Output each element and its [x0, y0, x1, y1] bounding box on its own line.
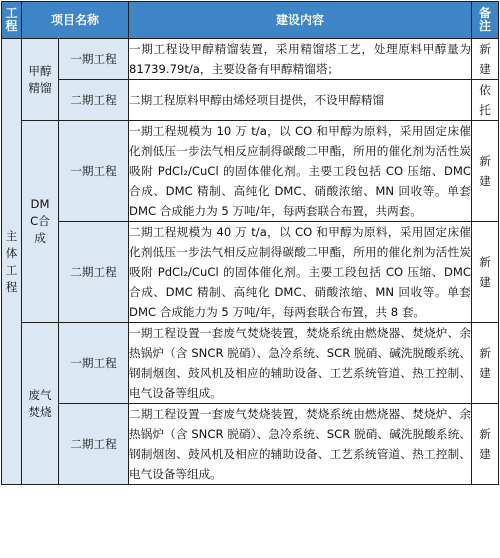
note-cell: 新建 [472, 323, 499, 404]
phase-label: 二期工程 [59, 404, 129, 485]
table-row [2, 121, 499, 222]
content-cell: 二期工程原料甲醇由烯烃项目提供，不设甲醇精馏 [129, 80, 472, 121]
phase-label: 一期工程 [59, 39, 129, 80]
header-construction-content: 建设内容 [129, 2, 472, 39]
header-project: 工程 [2, 2, 22, 39]
project-construction-table [1, 1, 499, 485]
content-cell: 一期工程设甲醇精馏装置，采用精馏塔工艺，处理原料甲醇量为 81739.79t/a，主要设备有甲醇精馏塔； [129, 39, 472, 80]
subgroup-waste-gas-incineration: 废气焚烧 [22, 323, 59, 485]
subgroup-dmc-synthesis: DMC合成 [22, 121, 59, 323]
table-row [2, 404, 499, 485]
note-cell: 新建 [472, 404, 499, 485]
content-cell: 一期工程设置一套废气焚烧装置，焚烧系统由燃烧器、焚烧炉、余热锅炉（含 SNCR 脱硝）、急冷系统、SCR 脱硝、碱洗脱酸系统、钢制烟囱、鼓风机及相应的辅助设备、工艺系统管道、热工控制、电气设备等组成。 [129, 323, 472, 404]
group-main-engineering: 主体工程 [2, 39, 22, 485]
subgroup-methanol-distillation: 甲醇精馏 [22, 39, 59, 121]
note-cell: 新建 [472, 222, 499, 323]
phase-label: 二期工程 [59, 222, 129, 323]
content-cell: 一期工程规模为 10 万 t/a，以 CO 和甲醇为原料，采用固定床催化剂低压一步法气相反应制得碳酸二甲酯，所用的催化剂为活性炭吸附 PdCl₂/CuCl 的固体催化剂。主要工段包括 CO 压缩、DMC 合成、DMC 精制、高纯化 DMC、硝酸浓缩、MN 回收等。单套 DMC 合成能力为 5 万吨/年，每两套联合布置，共两套。 [129, 121, 472, 222]
content-cell: 二期工程规模为 40 万 t/a，以 CO 和甲醇为原料，采用固定床催化剂低压一步法气相反应制得碳酸二甲酯，所用的催化剂为活性炭吸附 PdCl₂/CuCl 的固体催化剂。主要工段包括 CO 压缩、DMC 合成、DMC 精制、高纯化 DMC、硝酸浓缩、MN 回收等。单套 DMC 合成能力为 5 万吨/年，每两套联合布置，共 8 套。 [129, 222, 472, 323]
header-note: 备注 [472, 2, 499, 39]
header-row [2, 2, 499, 39]
phase-label: 一期工程 [59, 121, 129, 222]
table-row [2, 222, 499, 323]
table-row [2, 80, 499, 121]
content-cell: 二期工程设置一套废气焚烧装置，焚烧系统由燃烧器、焚烧炉、余热锅炉（含 SNCR 脱硝）、急冷系统、SCR 脱硝、碱洗脱酸系统、钢制烟囱、鼓风机及相应的辅助设备、工艺系统管道、热工控制、电气设备等组成。 [129, 404, 472, 485]
table-row [2, 323, 499, 404]
table-row [2, 39, 499, 80]
note-cell: 依托 [472, 80, 499, 121]
header-project-name: 项目名称 [22, 2, 129, 39]
phase-label: 一期工程 [59, 323, 129, 404]
phase-label: 二期工程 [59, 80, 129, 121]
note-cell: 新建 [472, 121, 499, 222]
note-cell: 新建 [472, 39, 499, 80]
